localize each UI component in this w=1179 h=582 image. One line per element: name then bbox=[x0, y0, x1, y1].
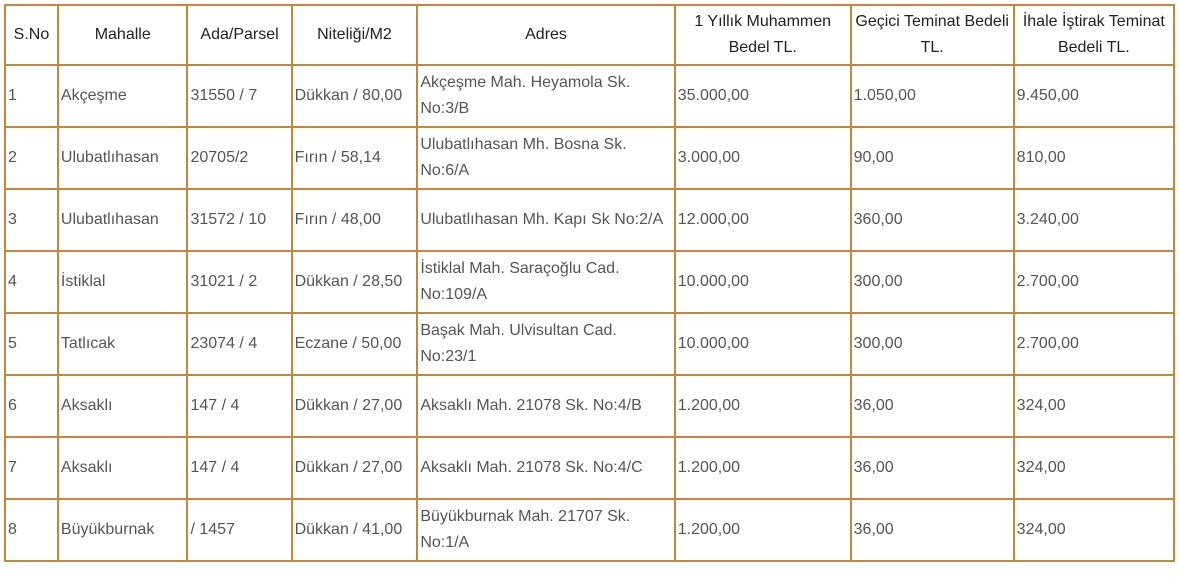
column-header-gecici-teminat: Geçici Teminat Bedeli TL. bbox=[851, 5, 1014, 65]
cell-muhammen-bedel: 1.200,00 bbox=[675, 375, 851, 437]
cell-niteligi: Dükkan / 27,00 bbox=[292, 375, 418, 437]
cell-gecici-teminat: 36,00 bbox=[851, 375, 1014, 437]
cell-muhammen-bedel: 12.000,00 bbox=[675, 189, 851, 251]
cell-adres: Akçeşme Mah. Heyamola Sk. No:3/B bbox=[417, 65, 674, 127]
table-row bbox=[5, 189, 1174, 251]
cell-niteligi: Dükkan / 80,00 bbox=[292, 65, 418, 127]
cell-sno: 6 bbox=[5, 375, 58, 437]
cell-istirak-teminat: 2.700,00 bbox=[1014, 313, 1174, 375]
cell-ada-parsel: 20705/2 bbox=[187, 127, 291, 189]
cell-sno: 2 bbox=[5, 127, 58, 189]
cell-sno: 5 bbox=[5, 313, 58, 375]
cell-muhammen-bedel: 10.000,00 bbox=[675, 251, 851, 313]
column-header-ada-parsel: Ada/Parsel bbox=[187, 5, 291, 65]
cell-niteligi: Dükkan / 27,00 bbox=[292, 437, 418, 499]
cell-mahalle: Aksaklı bbox=[58, 375, 188, 437]
cell-adres: Aksaklı Mah. 21078 Sk. No:4/B bbox=[417, 375, 674, 437]
cell-adres: Başak Mah. Ulvisultan Cad. No:23/1 bbox=[417, 313, 674, 375]
column-header-niteligi: Niteliği/M2 bbox=[292, 5, 418, 65]
cell-ada-parsel: 23074 / 4 bbox=[187, 313, 291, 375]
cell-niteligi: Fırın / 58,14 bbox=[292, 127, 418, 189]
table-row bbox=[5, 375, 1174, 437]
cell-gecici-teminat: 360,00 bbox=[851, 189, 1014, 251]
cell-ada-parsel: 147 / 4 bbox=[187, 437, 291, 499]
cell-gecici-teminat: 300,00 bbox=[851, 313, 1014, 375]
column-header-istirak-teminat: İhale İştirak Teminat Bedeli TL. bbox=[1014, 5, 1174, 65]
cell-sno: 3 bbox=[5, 189, 58, 251]
cell-mahalle: Ulubatlıhasan bbox=[58, 127, 188, 189]
cell-istirak-teminat: 324,00 bbox=[1014, 499, 1174, 561]
column-header-muhammen-bedel: 1 Yıllık Muhammen Bedel TL. bbox=[675, 5, 851, 65]
cell-sno: 8 bbox=[5, 499, 58, 561]
cell-niteligi: Dükkan / 41,00 bbox=[292, 499, 418, 561]
cell-niteligi: Fırın / 48,00 bbox=[292, 189, 418, 251]
cell-gecici-teminat: 36,00 bbox=[851, 499, 1014, 561]
cell-gecici-teminat: 90,00 bbox=[851, 127, 1014, 189]
cell-istirak-teminat: 324,00 bbox=[1014, 437, 1174, 499]
cell-ada-parsel: 31550 / 7 bbox=[187, 65, 291, 127]
cell-ada-parsel: 147 / 4 bbox=[187, 375, 291, 437]
table-row bbox=[5, 127, 1174, 189]
cell-niteligi: Dükkan / 28,50 bbox=[292, 251, 418, 313]
cell-istirak-teminat: 3.240,00 bbox=[1014, 189, 1174, 251]
ihale-table bbox=[4, 4, 1175, 562]
cell-mahalle: Aksaklı bbox=[58, 437, 188, 499]
cell-muhammen-bedel: 1.200,00 bbox=[675, 437, 851, 499]
cell-sno: 1 bbox=[5, 65, 58, 127]
cell-istirak-teminat: 324,00 bbox=[1014, 375, 1174, 437]
cell-adres: Büyükburnak Mah. 21707 Sk. No:1/A bbox=[417, 499, 674, 561]
cell-muhammen-bedel: 35.000,00 bbox=[675, 65, 851, 127]
cell-mahalle: İstiklal bbox=[58, 251, 188, 313]
table-row bbox=[5, 499, 1174, 561]
cell-mahalle: Tatlıcak bbox=[58, 313, 188, 375]
cell-istirak-teminat: 2.700,00 bbox=[1014, 251, 1174, 313]
cell-gecici-teminat: 300,00 bbox=[851, 251, 1014, 313]
cell-muhammen-bedel: 3.000,00 bbox=[675, 127, 851, 189]
cell-adres: Ulubatlıhasan Mh. Bosna Sk. No:6/A bbox=[417, 127, 674, 189]
cell-adres: İstiklal Mah. Saraçoğlu Cad. No:109/A bbox=[417, 251, 674, 313]
table-row bbox=[5, 313, 1174, 375]
cell-istirak-teminat: 810,00 bbox=[1014, 127, 1174, 189]
cell-sno: 7 bbox=[5, 437, 58, 499]
cell-sno: 4 bbox=[5, 251, 58, 313]
cell-adres: Aksaklı Mah. 21078 Sk. No:4/C bbox=[417, 437, 674, 499]
cell-adres: Ulubatlıhasan Mh. Kapı Sk No:2/A bbox=[417, 189, 674, 251]
cell-niteligi: Eczane / 50,00 bbox=[292, 313, 418, 375]
column-header-adres: Adres bbox=[417, 5, 674, 65]
table-row bbox=[5, 437, 1174, 499]
table-row bbox=[5, 251, 1174, 313]
cell-ada-parsel: 31572 / 10 bbox=[187, 189, 291, 251]
cell-gecici-teminat: 1.050,00 bbox=[851, 65, 1014, 127]
cell-mahalle: Akçeşme bbox=[58, 65, 188, 127]
column-header-sno: S.No bbox=[5, 5, 58, 65]
cell-mahalle: Ulubatlıhasan bbox=[58, 189, 188, 251]
cell-istirak-teminat: 9.450,00 bbox=[1014, 65, 1174, 127]
cell-muhammen-bedel: 1.200,00 bbox=[675, 499, 851, 561]
cell-muhammen-bedel: 10.000,00 bbox=[675, 313, 851, 375]
header-row bbox=[5, 5, 1174, 65]
table-row bbox=[5, 65, 1174, 127]
cell-ada-parsel: / 1457 bbox=[187, 499, 291, 561]
cell-mahalle: Büyükburnak bbox=[58, 499, 188, 561]
cell-ada-parsel: 31021 / 2 bbox=[187, 251, 291, 313]
cell-gecici-teminat: 36,00 bbox=[851, 437, 1014, 499]
column-header-mahalle: Mahalle bbox=[58, 5, 188, 65]
